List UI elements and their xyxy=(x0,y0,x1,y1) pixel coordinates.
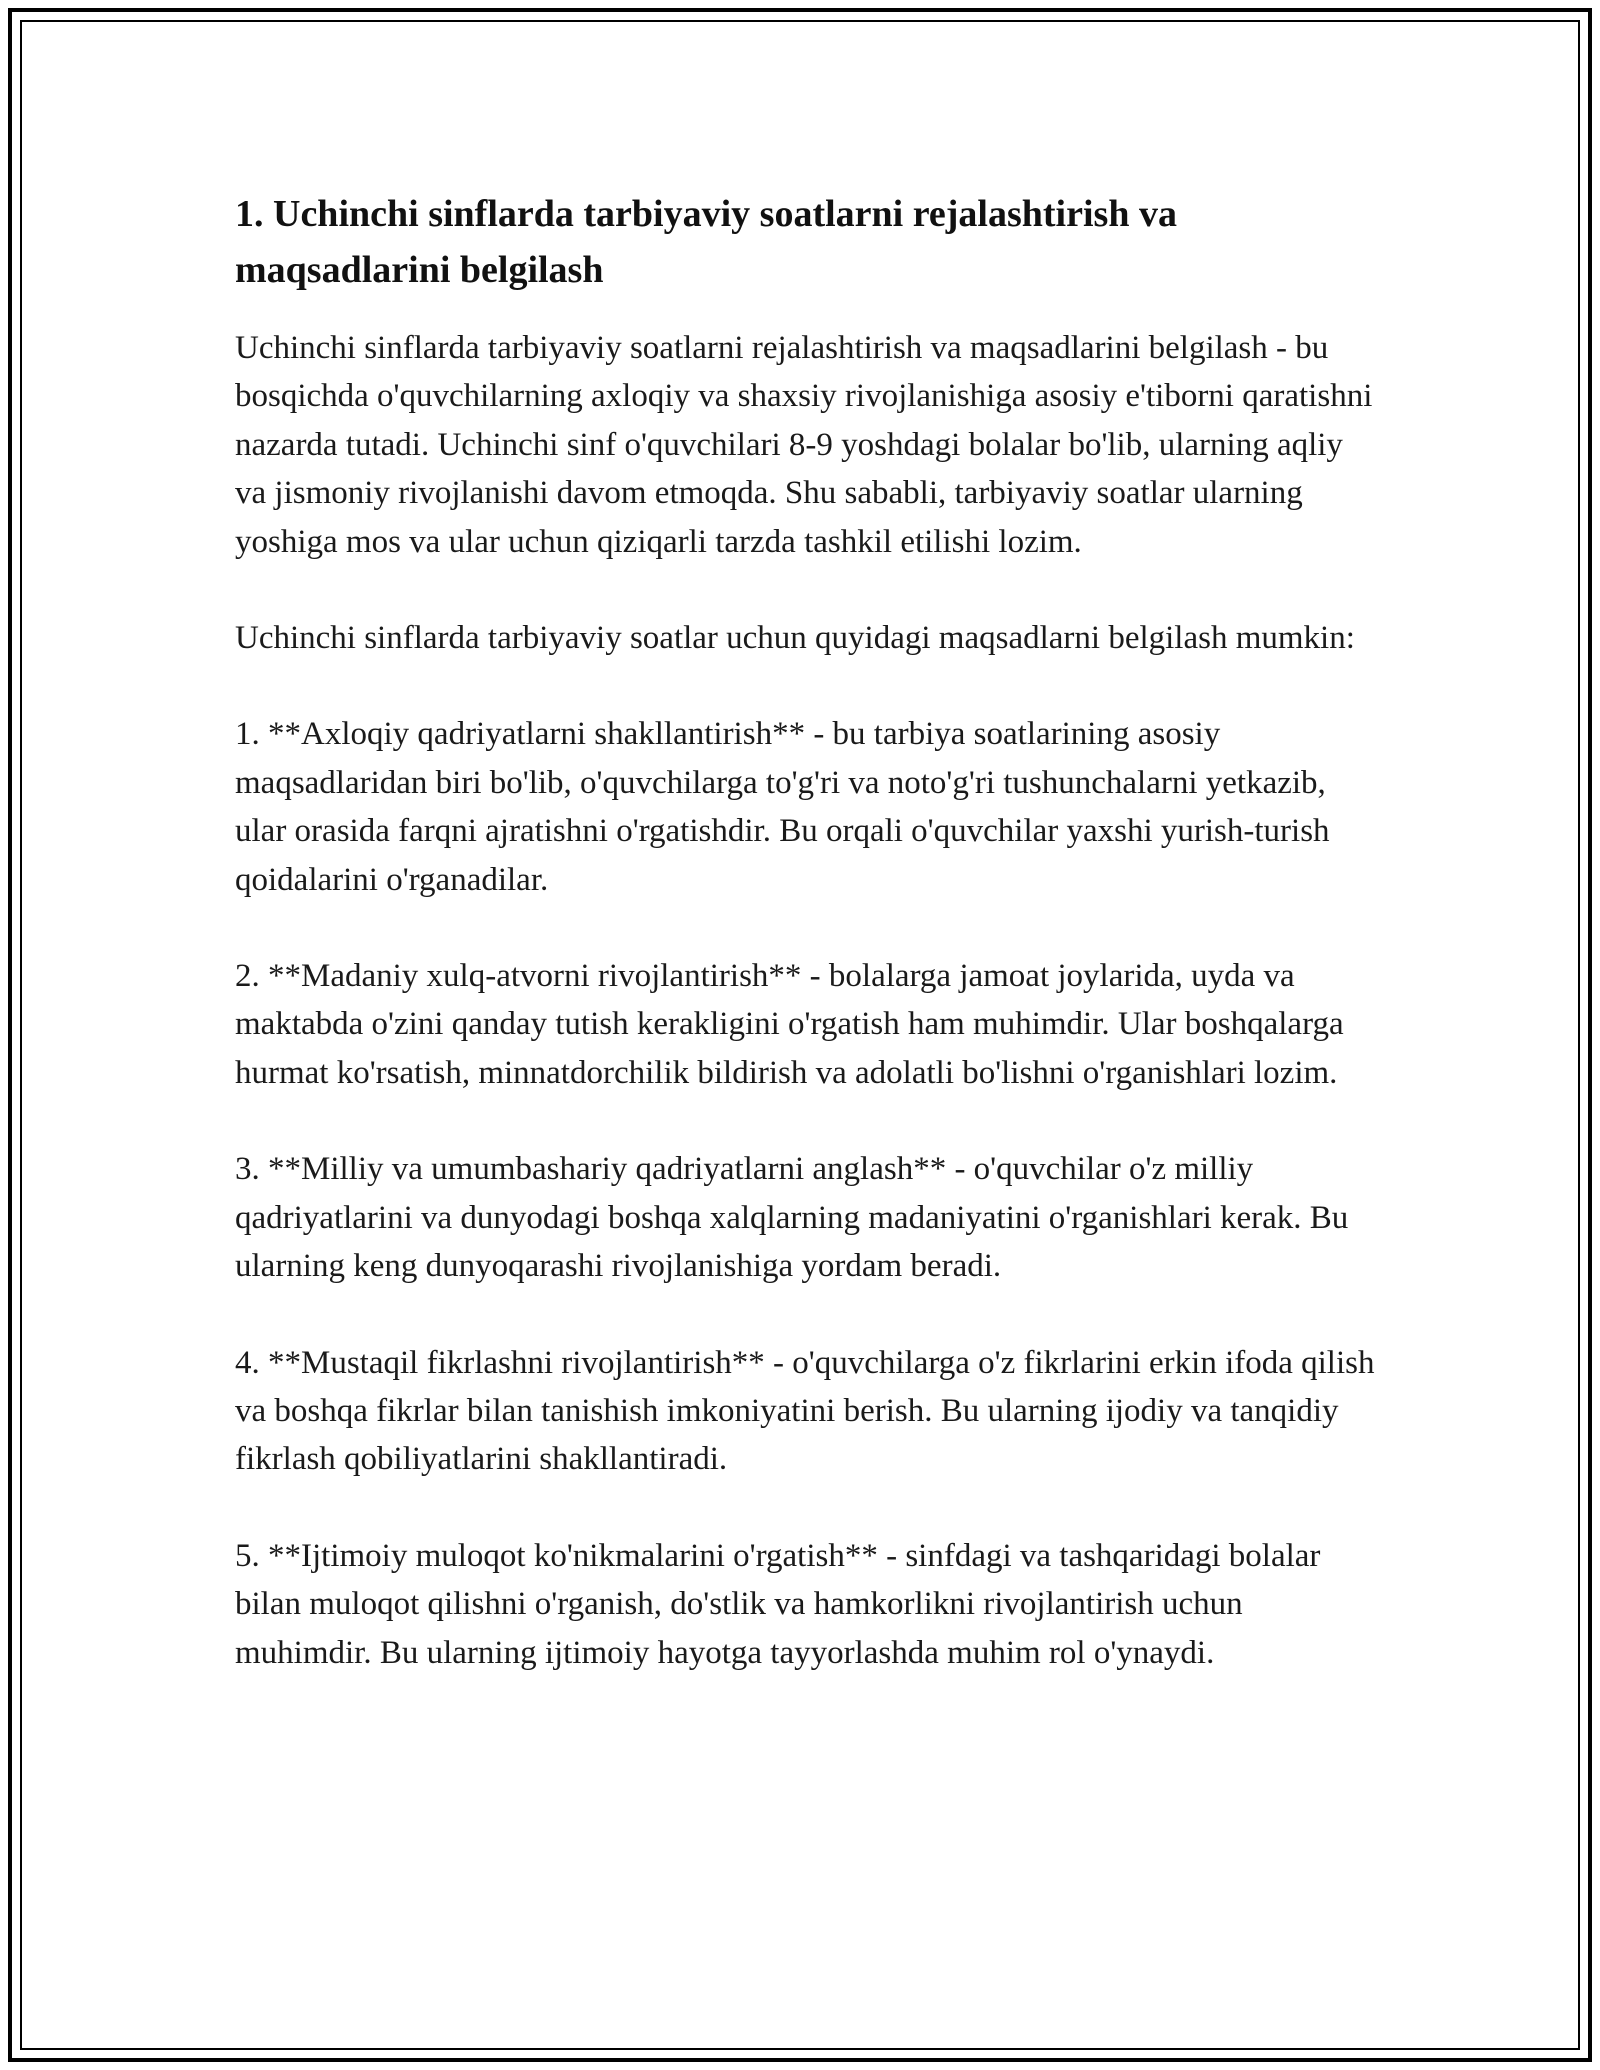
intro-paragraph: Uchinchi sinflarda tarbiyaviy soatlarni rejalashtirish va maqsadlarini belgilash - bu bosqichda o'quvchilarning axloqiy va shaxsiy rivojlanishiga asosiy e'tiborni qaratishni nazarda tutadi. Uchinchi sinf o'quvchilari 8-9 yoshdagi bolalar bo'lib, ularning aqliy va jismoniy rivojlanishi davom etmoqda. Shu sababli, tarbiyaviy soatlar ularning yoshiga mos va ular uchun qiziqarli tarzda tashkil etilishi lozim. xyxy=(235,330,1373,560)
list-item: 3. **Milliy va umumbashariy qadriyatlarni anglash** - o'quvchilar o'z milliy qadriyatlarini va dunyodagi boshqa xalqlarning madaniyatini o'rganishlari kerak. Bu ularning keng dunyoqarashi rivojlanishiga yordam beradi. xyxy=(235,1151,1349,1285)
list-item: 2. **Madaniy xulq-atvorni rivojlantirish** - bolalarga jamoat joylarida, uyda va maktabda o'zini qanday tutish kerakligini o'rgatish ham muhimdir. Ular boshqalarga hurmat ko'rsatish, minnatdorchilik bildirish va adolatli bo'lishni o'rganishlari lozim. xyxy=(235,958,1344,1091)
document-title: 1. Uchinchi sinflarda tarbiyaviy soatlarni rejalashtirish va maqsadlarini belgilash xyxy=(235,193,1177,291)
list-item: 5. **Ijtimoiy muloqot ko'nikmalarini o'rgatish** - sinfdagi va tashqaridagi bolalar bilan muloqot qilishni o'rganish, do'stlik va hamkorlikni rivojlantirish uchun muhimdir. Bu ularning ijtimoiy hayotga tayyorlashda muhim rol o'ynaydi. xyxy=(235,1537,1321,1671)
list-item: 1. **Axloqiy qadriyatlarni shakllantirish** - bu tarbiya soatlarining asosiy maqsadlaridan biri bo'lib, o'quvchilarga to'g'ri va noto'g'ri tushunchalarni yetkazib, ular orasida farqni ajratishni o'rgatishdir. Bu orqali o'quvchilar yaxshi yurish-turish qoidalarini o'rganadilar. xyxy=(235,716,1330,898)
document-body xyxy=(235,186,1380,1725)
lead-paragraph: Uchinchi sinflarda tarbiyaviy soatlar uchun quyidagi maqsadlarni belgilash mumkin: xyxy=(235,620,1355,657)
list-item: 4. **Mustaqil fikrlashni rivojlantirish** - o'quvchilarga o'z fikrlarini erkin ifoda qilish va boshqa fikrlar bilan tanishish imkoniyatini berish. Bu ularning ijodiy va tanqidiy fikrlash qobiliyatlarini shakllantiradi. xyxy=(235,1344,1375,1478)
